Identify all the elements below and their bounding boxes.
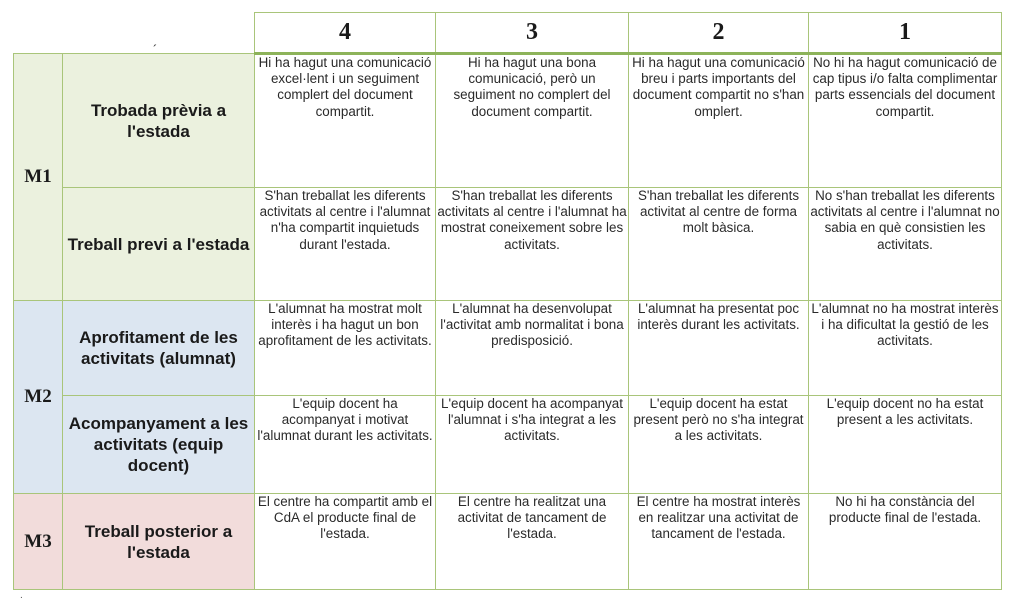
rubric-cell: Hi ha hagut una comunicació breu i parts importants del document compartit no s'han omplert. xyxy=(629,54,809,188)
rubric-container xyxy=(13,12,1002,590)
rubric-cell: L'equip docent ha acompanyat i motivat l'alumnat durant les activitats. xyxy=(255,396,436,494)
rubric-table xyxy=(13,12,1002,590)
criterion-label: Aprofitament de les activitats (alumnat) xyxy=(63,301,255,396)
rubric-cell: S'han treballat les diferents activitats al centre i l'alumnat n'ha compartit inquietuds durant l'estada. xyxy=(255,188,436,301)
score-header-4: 4 xyxy=(255,13,436,54)
module-label-m1: M1 xyxy=(14,54,63,301)
rubric-cell: No hi ha constància del producte final de l'estada. xyxy=(809,494,1002,590)
header-blank-cell xyxy=(14,13,255,54)
rubric-cell: No hi ha hagut comunicació de cap tipus i/o falta complimentar parts essencials del document compartit. xyxy=(809,54,1002,188)
table-row xyxy=(14,301,1002,396)
rubric-cell: No s'han treballat les diferents activitats al centre i l'alumnat no sabia en què consistien les activitats. xyxy=(809,188,1002,301)
criterion-label: Treball posterior a l'estada xyxy=(63,494,255,590)
score-header-1: 1 xyxy=(809,13,1002,54)
rubric-cell: L'alumnat no ha mostrat interès i ha dificultat la gestió de les activitats. xyxy=(809,301,1002,396)
table-row xyxy=(14,188,1002,301)
accent-mark: ´ xyxy=(153,42,158,57)
score-header-2: 2 xyxy=(629,13,809,54)
table-row xyxy=(14,396,1002,494)
score-header-3: 3 xyxy=(436,13,629,54)
rubric-cell: L'alumnat ha desenvolupat l'activitat amb normalitat i bona predisposició. xyxy=(436,301,629,396)
footer-mark: . xyxy=(20,590,23,601)
score-header-row xyxy=(14,13,1002,54)
table-row xyxy=(14,494,1002,590)
criterion-label: Trobada prèvia a l'estada xyxy=(63,54,255,188)
rubric-cell: L'alumnat ha mostrat molt interès i ha hagut un bon aprofitament de les activitats. xyxy=(255,301,436,396)
rubric-cell: Hi ha hagut una comunicació excel·lent i un seguiment complert del document compartit. xyxy=(255,54,436,188)
rubric-cell: L'equip docent ha acompanyat l'alumnat i s'ha integrat a les activitats. xyxy=(436,396,629,494)
rubric-cell: El centre ha realitzat una activitat de tancament de l'estada. xyxy=(436,494,629,590)
table-row xyxy=(14,54,1002,188)
rubric-cell: L'alumnat ha presentat poc interès durant les activitats. xyxy=(629,301,809,396)
criterion-label: Treball previ a l'estada xyxy=(63,188,255,301)
module-label-m2: M2 xyxy=(14,301,63,494)
rubric-cell: El centre ha mostrat interès en realitzar una activitat de tancament de l'estada. xyxy=(629,494,809,590)
rubric-cell: Hi ha hagut una bona comunicació, però un seguiment no complert del document compartit. xyxy=(436,54,629,188)
rubric-cell: S'han treballat les diferents activitats al centre i l'alumnat ha mostrat coneixement sobre les activitats. xyxy=(436,188,629,301)
rubric-cell: El centre ha compartit amb el CdA el producte final de l'estada. xyxy=(255,494,436,590)
rubric-cell: L'equip docent ha estat present però no s'ha integrat a les activitats. xyxy=(629,396,809,494)
rubric-cell: L'equip docent no ha estat present a les activitats. xyxy=(809,396,1002,494)
module-label-m3: M3 xyxy=(14,494,63,590)
rubric-cell: S'han treballat les diferents activitat al centre de forma molt bàsica. xyxy=(629,188,809,301)
criterion-label: Acompanyament a les activitats (equip docent) xyxy=(63,396,255,494)
